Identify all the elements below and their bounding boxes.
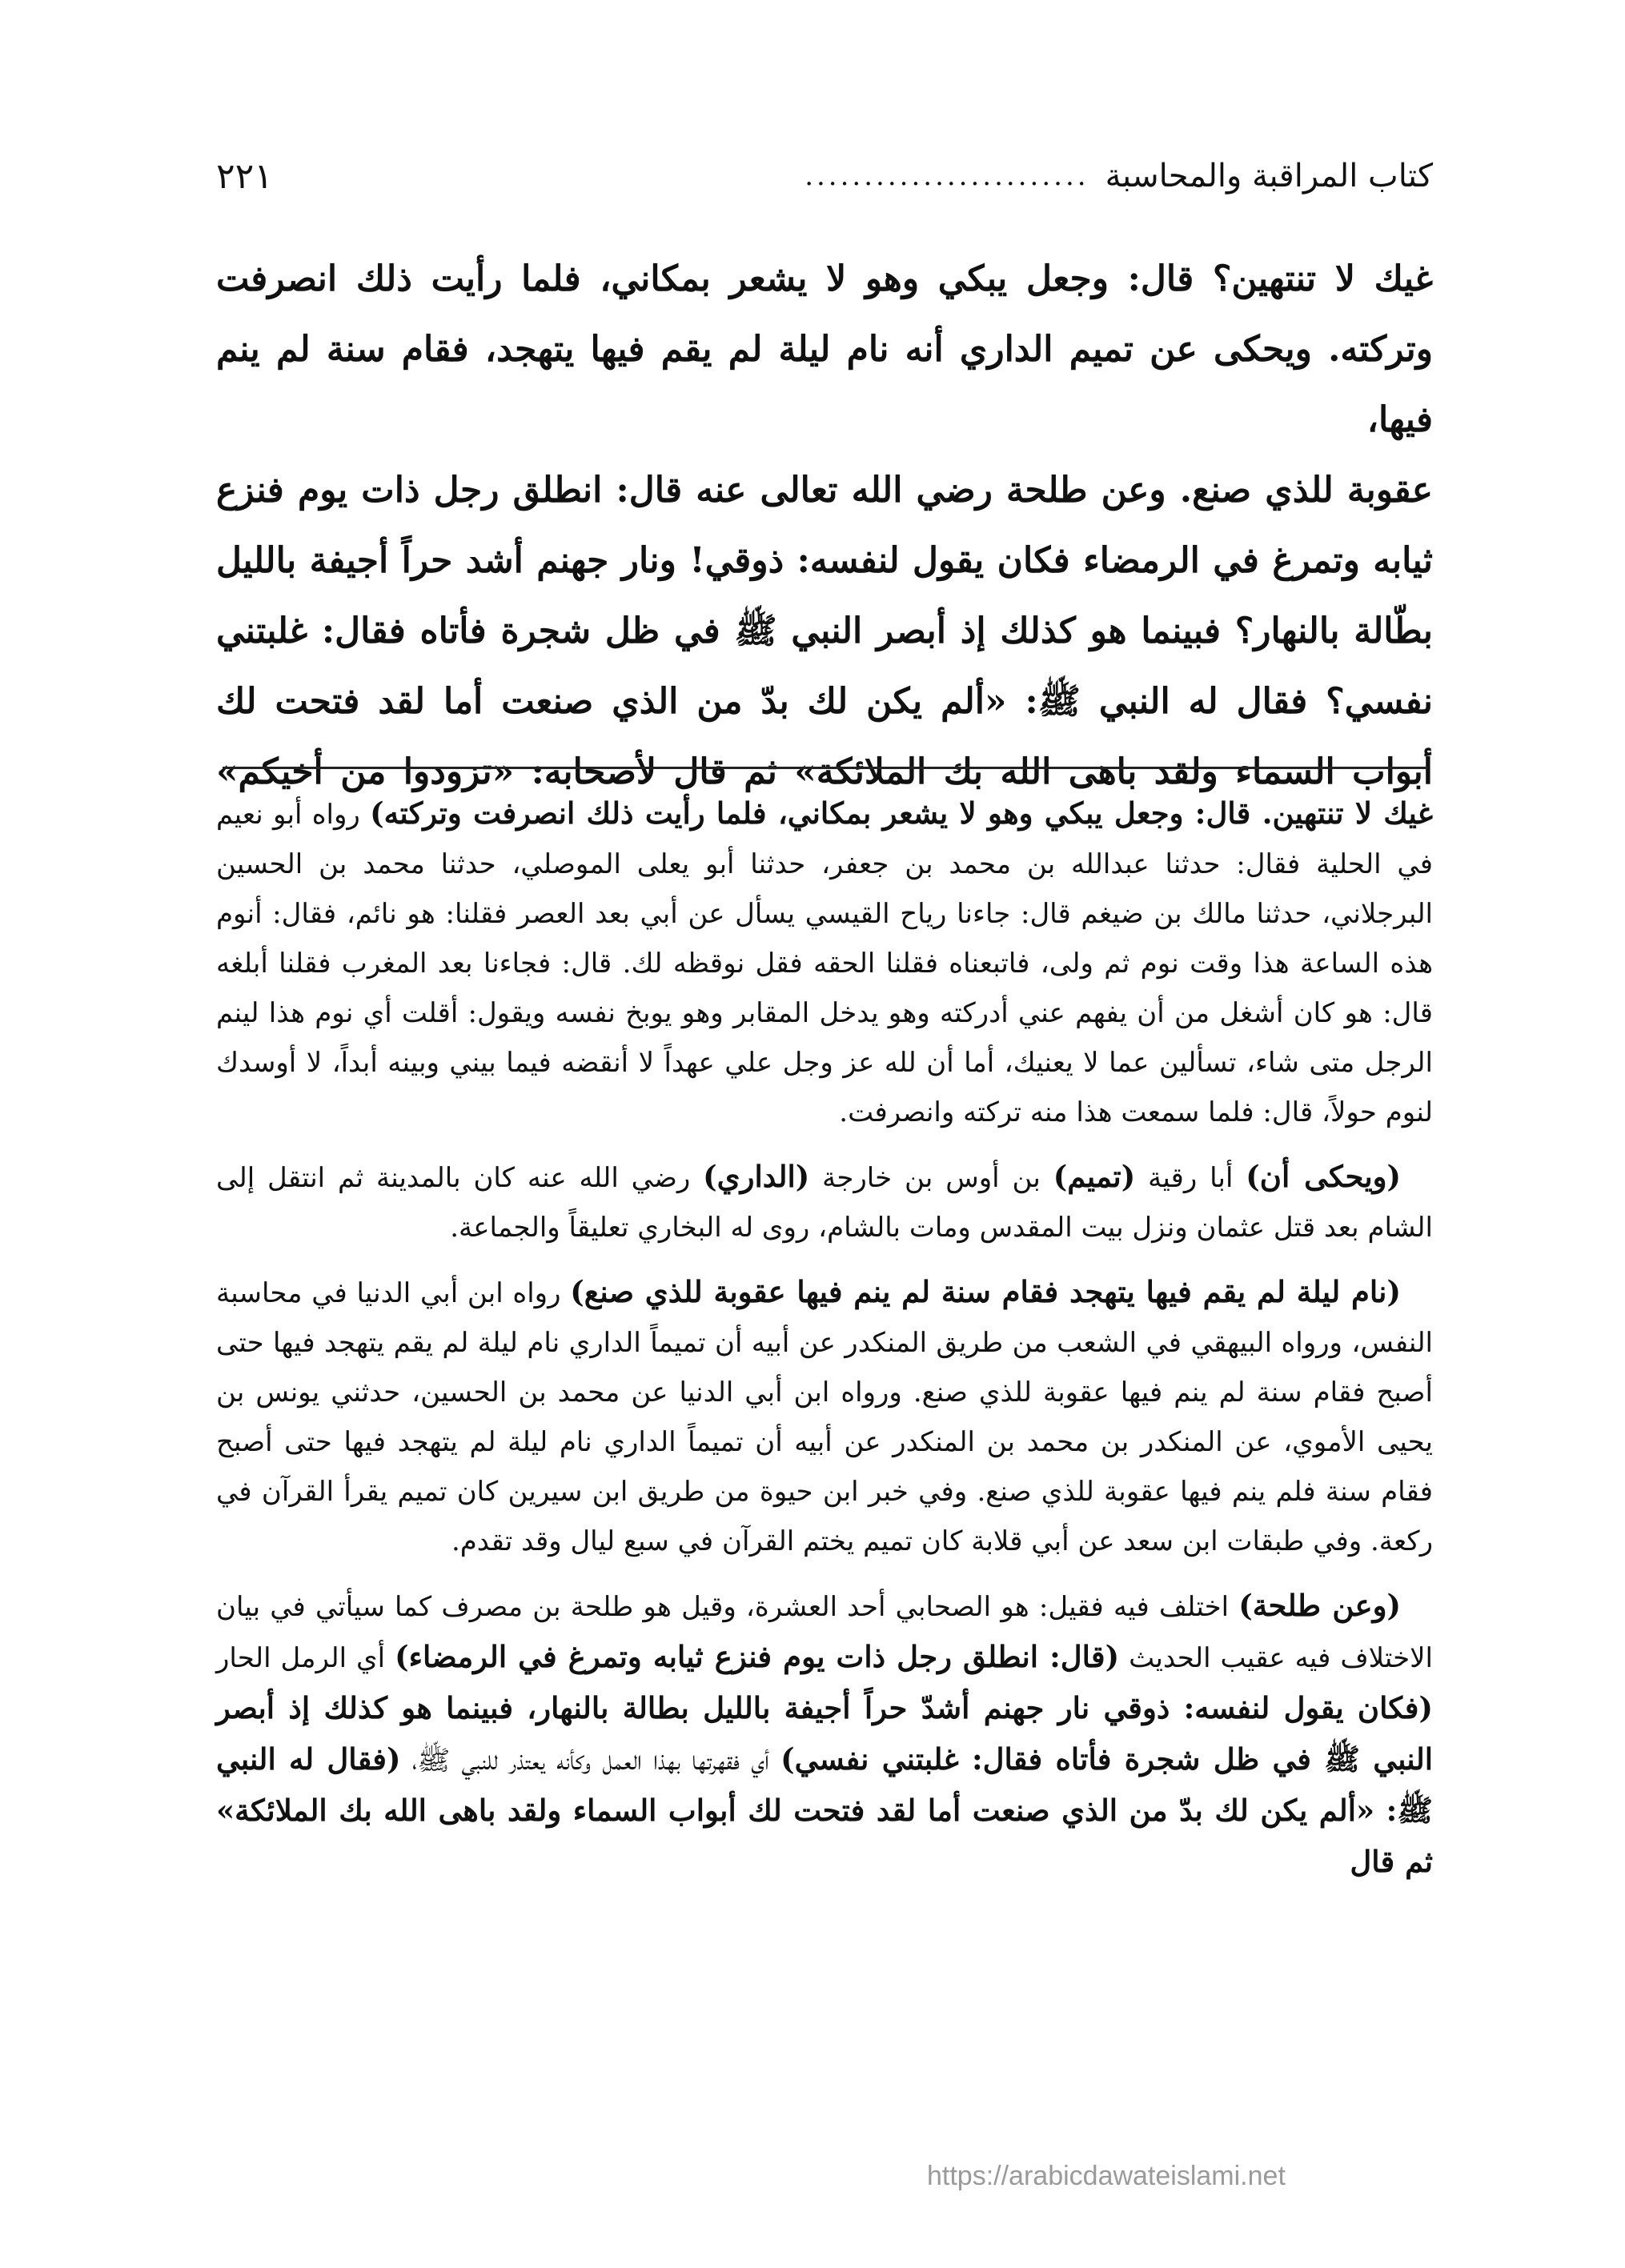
commentary-paragraph bbox=[216, 788, 1433, 1137]
quoted-matn: (تميم) bbox=[1053, 1159, 1136, 1194]
commentary-text: اختلف فيه فقيل: هو الصحابي أحد العشرة، وقيل هو طلحة بن مصرف كما سيأتي في بيان الاختلاف فيه عقيب الحديث bbox=[216, 1591, 1433, 1674]
main-text-line: عقوبة للذي صنع. وعن طلحة رضي الله تعالى عنه قال: انطلق رجل ذات يوم فنزع bbox=[216, 470, 1433, 511]
commentary-text: رواه ابن أبي الدنيا في محاسبة النفس، ورواه البيهقي في الشعب من طريق المنكدر عن أبيه أن تميماً الداري نام ليلة لم يقم يتهجد فيها حتى أصبح فقام سنة لم ينم فيها عقوبة للذي صنع. ورواه ابن أبي الدنيا عن محمد بن الحسين، حدثني يونس بن يحيى الأموي، عن المنكدر بن محمد بن المنكدر عن أبيه أن تميماً الداري نام ليلة لم يتهجد فيها حتى أصبح فقام سنة فلم ينم فيها عقوبة للذي صنع. وفي خبر ابن حيوة من طريق ابن سيرين كان تميم يقرأ القرآن في ركعة. وفي طبقات ابن سعد عن أبي قلابة كان تميم يختم القرآن في سبع ليال وقد تقدم. bbox=[216, 1277, 1433, 1557]
commentary bbox=[216, 788, 1433, 1902]
quoted-matn: (فكان يقول لنفسه: ذوقي نار جهنم أشدّ حراً أجيفة بالليل بطالة بالنهار، فبينما هو كذلك إذ أبصر النبي ﷺ في ظل شجرة فأتاه فقال: غلبتني نفسي) bbox=[216, 1690, 1434, 1777]
quoted-matn: (ويحكى أن) bbox=[1246, 1159, 1401, 1194]
main-text-line: ثيابه وتمرغ في الرمضاء فكان يقول لنفسه: ذوقي! ونار جهنم أشد حراً أجيفة بالليل bbox=[216, 540, 1433, 581]
quoted-matn: (قال: انطلق رجل ذات يوم فنزع ثيابه وتمرغ في الرمضاء) bbox=[395, 1639, 1120, 1674]
main-text bbox=[216, 244, 1433, 807]
quoted-matn: (وعن طلحة) bbox=[1238, 1588, 1401, 1623]
quoted-matn: غيك لا تنتهين. قال: وجعل يبكي وهو لا يشعر بمكاني، فلما رأيت ذلك انصرفت وتركته) bbox=[370, 795, 1433, 831]
quoted-matn: (نام ليلة لم يقم فيها يتهجد فقام سنة لم ينم فيها عقوبة للذي صنع) bbox=[570, 1274, 1401, 1309]
main-text-line: أبواب السماء ولقد باهى الله بك الملائكة» ثم قال لأصحابه: «تزودوا من أخيكم» bbox=[216, 751, 1433, 792]
main-text-line: نفسي؟ فقال له النبي ﷺ: «ألم يكن لك بدّ من الذي صنعت أما لقد فتحت لك bbox=[216, 681, 1434, 722]
separator-rule bbox=[223, 767, 1428, 769]
commentary-text: رضي الله عنه كان بالمدينة ثم انتقل إلى الشام بعد قتل عثمان ونزل بيت المقدس ومات بالشام، روى له البخاري تعليقاً والجماعة. bbox=[216, 1162, 1433, 1244]
leader-dots: ........................ bbox=[804, 160, 1089, 192]
page-header bbox=[216, 152, 1433, 200]
main-text-line: بطّالة بالنهار؟ فبينما هو كذلك إذ أبصر النبي ﷺ في ظل شجرة فأتاه فقال: غلبتني bbox=[216, 611, 1433, 651]
commentary-text: أي فقهرتها بهذا العمل وكأنه يعتذر للنبي ﷺ، bbox=[400, 1745, 781, 1777]
quoted-matn: (فقال له النبي ﷺ: «ألم يكن لك بدّ من الذي صنعت أما لقد فتحت لك أبواب السماء ولقد باهى الله بك الملائكة» ثم قال bbox=[216, 1741, 1433, 1879]
commentary-text: بن أوس بن خارجة bbox=[809, 1162, 1053, 1194]
commentary-paragraph bbox=[216, 1581, 1433, 1888]
commentary-text: أي الرمل الحار bbox=[216, 1642, 395, 1674]
commentary-text: رواه أبو نعيم في الحلية فقال: حدثنا عبدالله بن محمد بن جعفر، حدثنا أبو يعلى الموصلي، حدثنا محمد بن الحسين البرجلاني، حدثنا مالك بن ضيغم قال: جاءنا رياح القيسي يسأل عن أبي بعد العصر فقلنا: هو نائم، فقال: أنوم هذه الساعة هذا وقت نوم ثم ولى، فاتبعناه فقلنا الحقه فقل نوقظه لك. قال: فجاءنا بعد المغرب فقلنا أبلغه قال: هو كان أشغل من أن يفهم عني أدركته وهو يدخل المقابر وهو يوبخ نفسه ويقول: أقلت أي نوم هذا لينم الرجل متى شاء، تسألين عما لا يعنيك، أما أن لله عز وجل علي عهداً لا أنقضه فيما بيني وبينه أبداً، لا أوسدك لنوم حولاً، قال: فلما سمعت هذا منه تركته وانصرفت. bbox=[216, 799, 1433, 1128]
commentary-paragraph bbox=[216, 1267, 1433, 1566]
commentary-text: أبا رقية bbox=[1135, 1162, 1246, 1194]
commentary-paragraph bbox=[216, 1152, 1433, 1252]
page-number: ٢٢١ bbox=[216, 155, 273, 197]
main-text-line: وتركته. ويحكى عن تميم الداري أنه نام ليلة لم يقم فيها يتهجد، فقام سنة لم ينم فيها، bbox=[216, 329, 1433, 440]
main-text-line: غيك لا تنتهين؟ قال: وجعل يبكي وهو لا يشعر بمكاني، فلما رأيت ذلك انصرفت bbox=[216, 258, 1433, 299]
quoted-matn: (الداري) bbox=[703, 1159, 810, 1194]
book-title: كتاب المراقبة والمحاسبة bbox=[1105, 158, 1433, 194]
watermark-url: https://arabicdawateislami.net bbox=[927, 2161, 1286, 2191]
running-header bbox=[804, 158, 1433, 194]
